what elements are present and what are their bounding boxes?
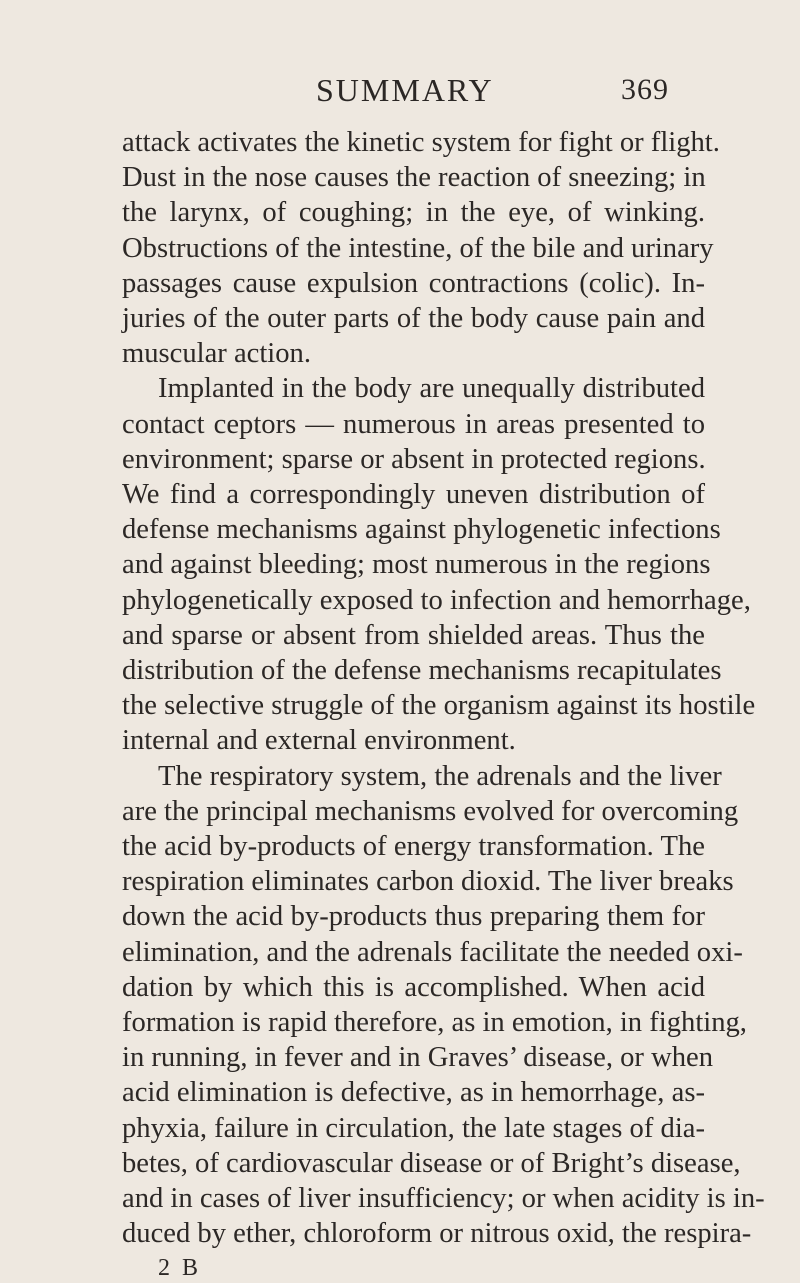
text-line: juries of the outer parts of the body cause pain and: [122, 303, 705, 334]
text-line: Obstructions of the intestine, of the bile and urinary: [122, 233, 714, 264]
text-line: internal and external environment.: [122, 725, 516, 756]
running-title: SUMMARY: [316, 72, 494, 108]
text-line: and in cases of liver insufficiency; or when acidity is in-: [122, 1183, 765, 1214]
text-line: We find a correspondingly uneven distribution of: [122, 479, 705, 510]
text-line: duced by ether, chloroform or nitrous oxid, the respira-: [122, 1218, 752, 1249]
text-line: contact ceptors — numerous in areas presented to: [122, 409, 705, 440]
page-number: 369: [621, 73, 669, 106]
text-line: dation by which this is accomplished. When acid: [122, 972, 705, 1003]
text-line: distribution of the defense mechanisms recapitulates: [122, 655, 722, 686]
text-line: are the principal mechanisms evolved for overcoming: [122, 796, 739, 827]
text-line: passages cause expulsion contractions (colic). In-: [122, 268, 705, 299]
text-line: phyxia, failure in circulation, the late stages of dia-: [122, 1113, 705, 1144]
signature-mark: 2 B: [158, 1255, 202, 1281]
text-line: defense mechanisms against phylogenetic infections: [122, 514, 721, 545]
text-line: environment; sparse or absent in protected regions.: [122, 444, 706, 475]
text-line: the acid by-products of energy transformation. The: [122, 831, 705, 862]
text-line: and against bleeding; most numerous in the regions: [122, 549, 711, 580]
running-head: [0, 70, 800, 110]
text-line: the larynx, of coughing; in the eye, of winking.: [122, 197, 705, 228]
text-line: the selective struggle of the organism against its hostile: [122, 690, 756, 721]
text-line: phylogenetically exposed to infection and hemorrhage,: [122, 585, 751, 616]
text-line: Implanted in the body are unequally distributed: [158, 373, 705, 404]
text-line: acid elimination is defective, as in hemorrhage, as-: [122, 1077, 705, 1108]
text-line: betes, of cardiovascular disease or of Bright’s disease,: [122, 1148, 741, 1179]
text-line: down the acid by-products thus preparing them for: [122, 901, 705, 932]
text-line: and sparse or absent from shielded areas. Thus the: [122, 620, 705, 651]
text-line: formation is rapid therefore, as in emotion, in fighting,: [122, 1007, 747, 1038]
text-line: The respiratory system, the adrenals and the liver: [158, 761, 722, 792]
text-line: in running, in fever and in Graves’ disease, or when: [122, 1042, 714, 1073]
text-line: attack activates the kinetic system for fight or flight.: [122, 127, 720, 158]
text-line: muscular action.: [122, 338, 311, 369]
text-line: Dust in the nose causes the reaction of sneezing; in: [122, 162, 706, 193]
text-line: respiration eliminates carbon dioxid. The liver breaks: [122, 866, 734, 897]
text-line: elimination, and the adrenals facilitate the needed oxi-: [122, 937, 743, 968]
